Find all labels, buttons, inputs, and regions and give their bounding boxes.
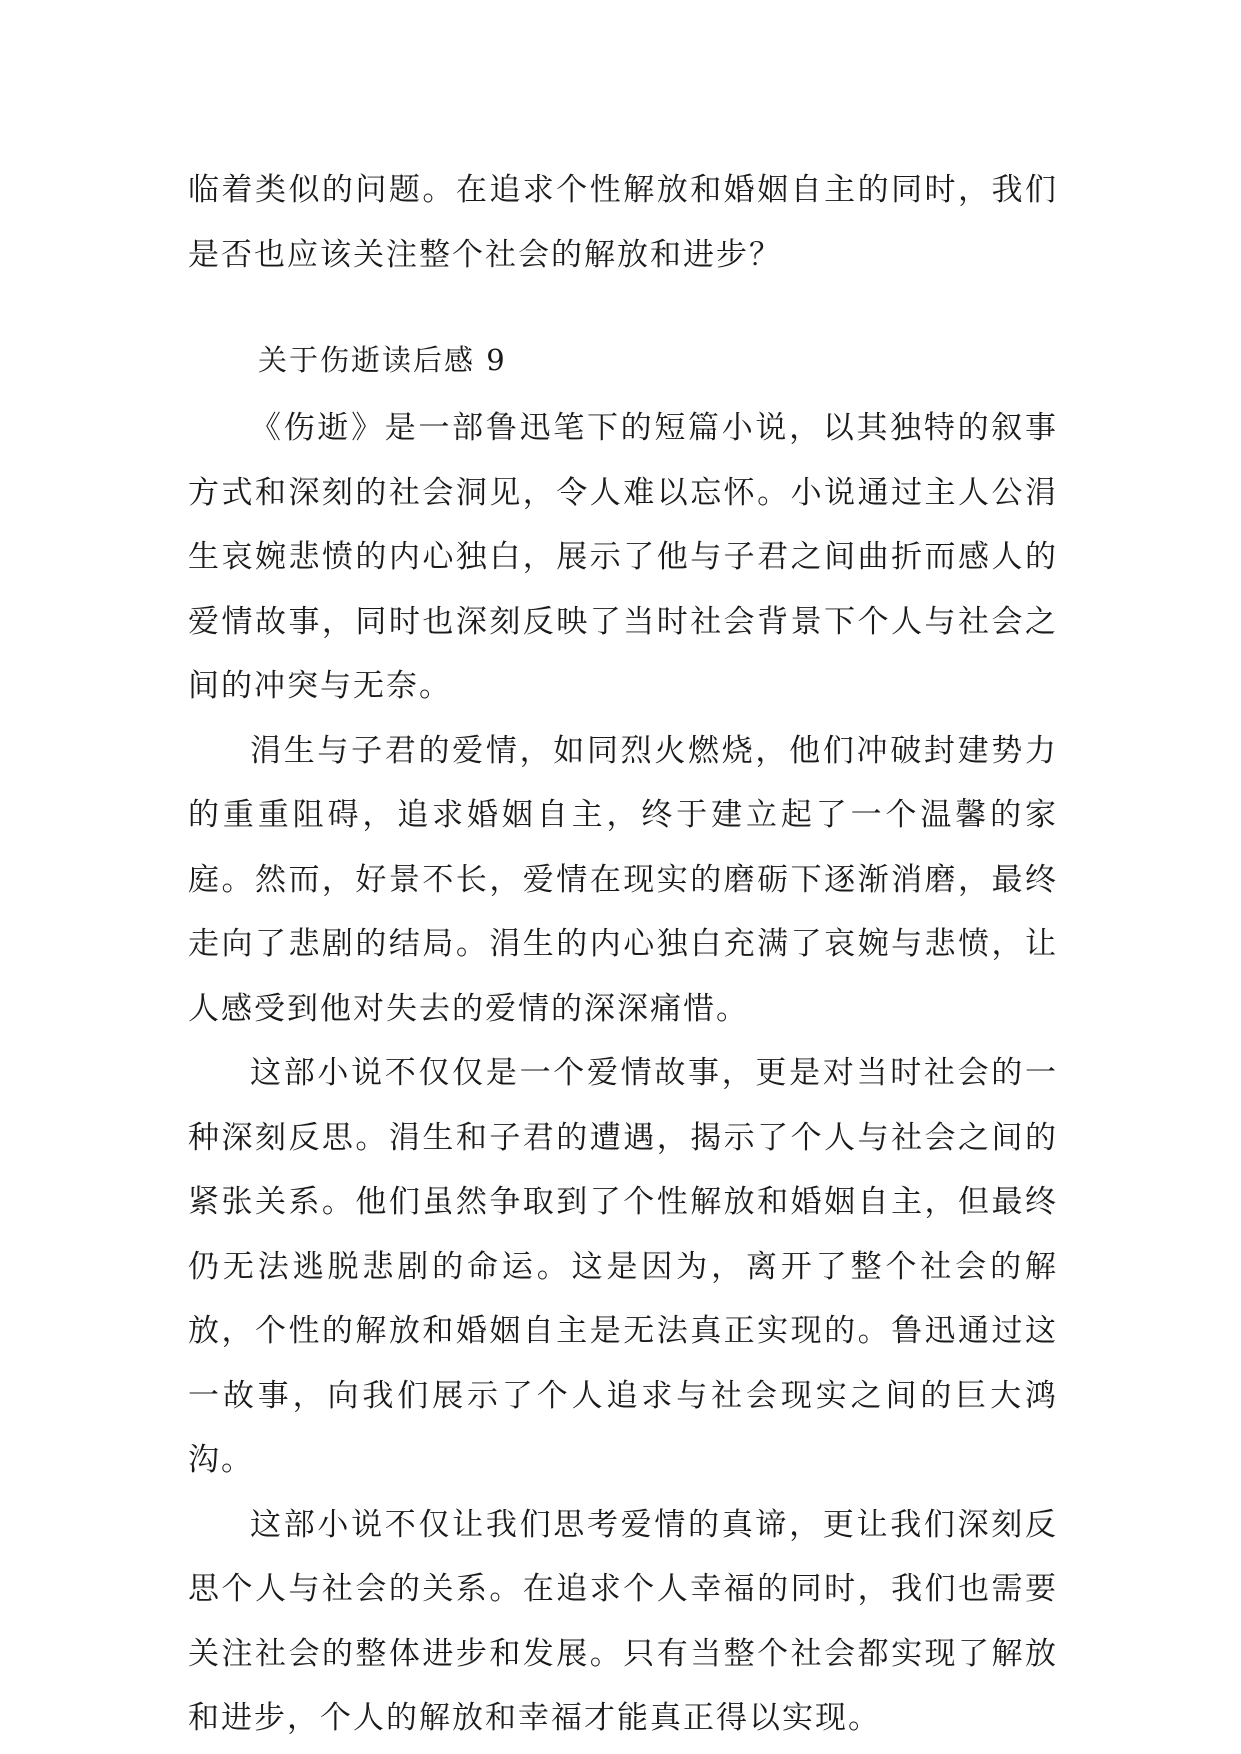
section-heading: 关于伤逝读后感 9: [258, 343, 507, 377]
body-paragraph: 这部小说不仅让我们思考爱情的真谛，更让我们深刻反思个人与社会的关系。在追求个人幸福的同时，我们也需要关注社会的整体进步和发展。只有当整个社会都实现了解放和进步，个人的解放和幸福才能真正得以实现。: [188, 1506, 1058, 1736]
continuation-paragraph: 临着类似的问题。在追求个性解放和婚姻自主的同时，我们是否也应该关注整个社会的解放和进步？: [188, 172, 1058, 273]
body-paragraph: 涓生与子君的爱情，如同烈火燃烧，他们冲破封建势力的重重阻碍，追求婚姻自主，终于建立起了一个温馨的家庭。然而，好景不长，爱情在现实的磨砺下逐渐消磨，最终走向了悲剧的结局。涓生的内心独白充满了哀婉与悲愤，让人感受到他对失去的爱情的深深痛惜。: [188, 732, 1058, 1027]
body-paragraph: 这部小说不仅仅是一个爱情故事，更是对当时社会的一种深刻反思。涓生和子君的遭遇，揭示了个人与社会之间的紧张关系。他们虽然争取到了个性解放和婚姻自主，但最终仍无法逃脱悲剧的命运。这是因为，离开了整个社会的解放，个性的解放和婚姻自主是无法真正实现的。鲁迅通过这一故事，向我们展示了个人追求与社会现实之间的巨大鸿沟。: [188, 1055, 1058, 1478]
body-paragraph: 《伤逝》是一部鲁迅笔下的短篇小说，以其独特的叙事方式和深刻的社会洞见，令人难以忘怀。小说通过主人公涓生哀婉悲愤的内心独白，展示了他与子君之间曲折而感人的爱情故事，同时也深刻反映了当时社会背景下个人与社会之间的冲突与无奈。: [188, 410, 1058, 704]
essay-body: [188, 396, 1058, 1751]
